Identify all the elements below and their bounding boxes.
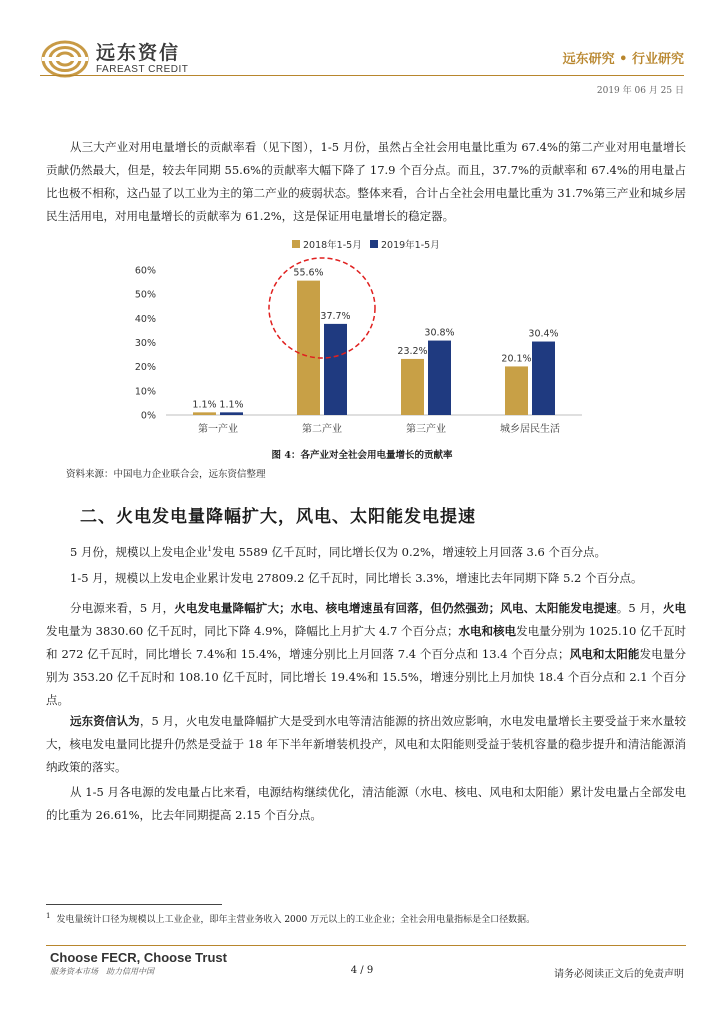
para-text: 发电 5589 亿千瓦时，同比增长仅为 0.2%，增速较上月回落 3.6 个百分点。 [211, 544, 606, 559]
para-text: 5 月份，规模以上发电企业 [70, 544, 208, 559]
bar [428, 341, 451, 415]
y-tick-label: 40% [134, 313, 156, 325]
bar [401, 359, 424, 415]
page-header [0, 0, 724, 100]
legend-label: 2019年1-5月 [381, 240, 440, 251]
para-bold: 水电和核电 [458, 624, 517, 638]
page-number: 4 / 9 [350, 965, 374, 976]
footer-subslogan: 服务资本市场 助力信用中国 [50, 967, 154, 976]
para-text: 。5 月， [616, 601, 663, 615]
bar [193, 412, 216, 415]
header-divider [40, 75, 684, 76]
x-tick-label: 城乡居民生活 [500, 424, 560, 435]
y-tick-label: 60% [134, 265, 156, 277]
para-bold: 火电发电量降幅扩大；水电、核电增速虽有回落，但仍然强劲；风电、太阳能发电提速 [174, 601, 617, 615]
footer-slogan: Choose FECR, Choose Trust [50, 950, 227, 965]
legend-label: 2018年1-5月 [303, 240, 362, 251]
para-bold: 远东资信认为 [70, 714, 140, 728]
y-tick-label: 50% [134, 289, 156, 301]
data-label: 55.6% [293, 267, 324, 279]
data-label: 30.8% [424, 327, 455, 339]
footer-disclaimer: 请务必阅读正文后的免责声明 [554, 969, 684, 980]
data-label: 30.4% [528, 328, 559, 340]
x-tick-label: 第二产业 [302, 424, 342, 435]
fareast-logo-icon [40, 38, 90, 80]
footnote-mark: 1 [46, 912, 51, 920]
header-title: 远东研究 • 行业研究 [562, 52, 684, 67]
report-date: 2019 年 06 月 25 日 [596, 86, 684, 96]
bar [297, 281, 320, 415]
para-text: 分电源来看，5 月， [70, 601, 175, 615]
y-tick-label: 0% [140, 410, 156, 422]
footnote-divider [46, 904, 222, 905]
para-text: ，5 月，火电发电量降幅扩大是受到水电等清洁能源的挤出效应影响，水电发电量增长主要受益于来水量较大，核电发电量同比提升仍然是受益于 18 年下半年新增装机投产，风电和太阳能则受益于装机容量的稳步提升和清洁能源消纳政策的落实。 [46, 714, 686, 774]
figure-source: 资料来源：中国电力企业联合会，远东资信整理 [66, 469, 266, 480]
legend-swatch [292, 240, 300, 248]
data-label: 1.1% [192, 399, 217, 411]
paragraph-clean-energy: 从 1-5 月各电源的发电量占比来看，电源结构继续优化，清洁能源（水电、核电、风电和太阳能）累计发电量占全部发电的比重为 26.61%，比去年同期提高 2.15 个百分点。 [46, 785, 686, 822]
contribution-chart [120, 232, 590, 442]
section-heading: 二、火电发电量降幅扩大，风电、太阳能发电提速 [80, 507, 476, 527]
x-tick-label: 第三产业 [406, 424, 446, 435]
para-text: 发电量分别为 1025.10 亿千瓦时和 272 亿千瓦时，同比增长 7.4%和 15.4%，增速分别比上月回落 7.4 个百分点和 13.4 个百分点； [46, 624, 687, 661]
paragraph-may-generation [46, 538, 686, 564]
logo-en: FAREAST CREDIT [96, 64, 189, 75]
y-tick-label: 30% [134, 338, 156, 349]
footnote-ref: 1 [207, 545, 212, 553]
legend-swatch [370, 240, 378, 248]
para-text: 发电量为 3830.60 亿千瓦时，同比下降 4.9%，降幅比上月扩大 4.7 个百分点； [46, 624, 459, 638]
footnote [46, 912, 535, 925]
bar [220, 412, 243, 415]
figure-caption: 图 4：各产业对全社会用电量增长的贡献率 [271, 450, 453, 461]
para-text: 发电量分别为 353.20 亿千瓦时和 108.10 亿千瓦时，同比增长 19.4%和 15.5%，增速分别比上月加快 18.4 个百分点和 2.1 个百分点。 [46, 647, 687, 707]
y-tick-label: 20% [134, 362, 156, 374]
para-bold: 风电和太阳能 [569, 647, 640, 661]
paragraph-contribution: 从三大产业对用电量增长的贡献率看（见下图），1-5 月份，虽然占全社会用电量比重为 67.4%的第二产业对用电量增长贡献仍然最大，但是，较去年同期 55.6%的贡献率大幅下降了 17.9 个百分点。而且，37.7%的贡献率和 67.4%的用电量占比也极不相称，这凸显了以工业为主的第二产业的疲弱状态。整体来看，合计占全社会用电量比重为 31.7%第三产业和城乡居民生活用电，对用电量增长的贡献率为 61.2%，这是保证用电量增长的稳定器。 [46, 140, 686, 223]
y-tick-label: 10% [134, 386, 156, 398]
data-label: 20.1% [501, 353, 532, 365]
data-label: 1.1% [219, 399, 244, 411]
logo [40, 38, 188, 80]
paragraph-ytd-generation: 1-5 月，规模以上发电企业累计发电 27809.2 亿千瓦时，同比增长 3.3%，增速比去年同期下降 5.2 个百分点。 [70, 571, 643, 585]
para-bold: 火电 [662, 601, 686, 615]
paragraph-fecr-view [46, 710, 686, 779]
x-tick-label: 第一产业 [198, 424, 238, 435]
logo-cn: 远东资信 [96, 42, 181, 64]
bar [532, 342, 555, 415]
bar [505, 366, 528, 415]
paragraph-by-source [46, 597, 686, 712]
footer-divider [46, 945, 686, 946]
chart-svg [120, 232, 590, 442]
data-label: 37.7% [320, 310, 351, 322]
bar [324, 324, 347, 415]
footnote-text: 发电量统计口径为规模以上工业企业，即年主营业务收入 2000 万元以上的工业企业；全社会用电量指标是全口径数据。 [56, 915, 536, 925]
data-label: 23.2% [397, 345, 428, 357]
